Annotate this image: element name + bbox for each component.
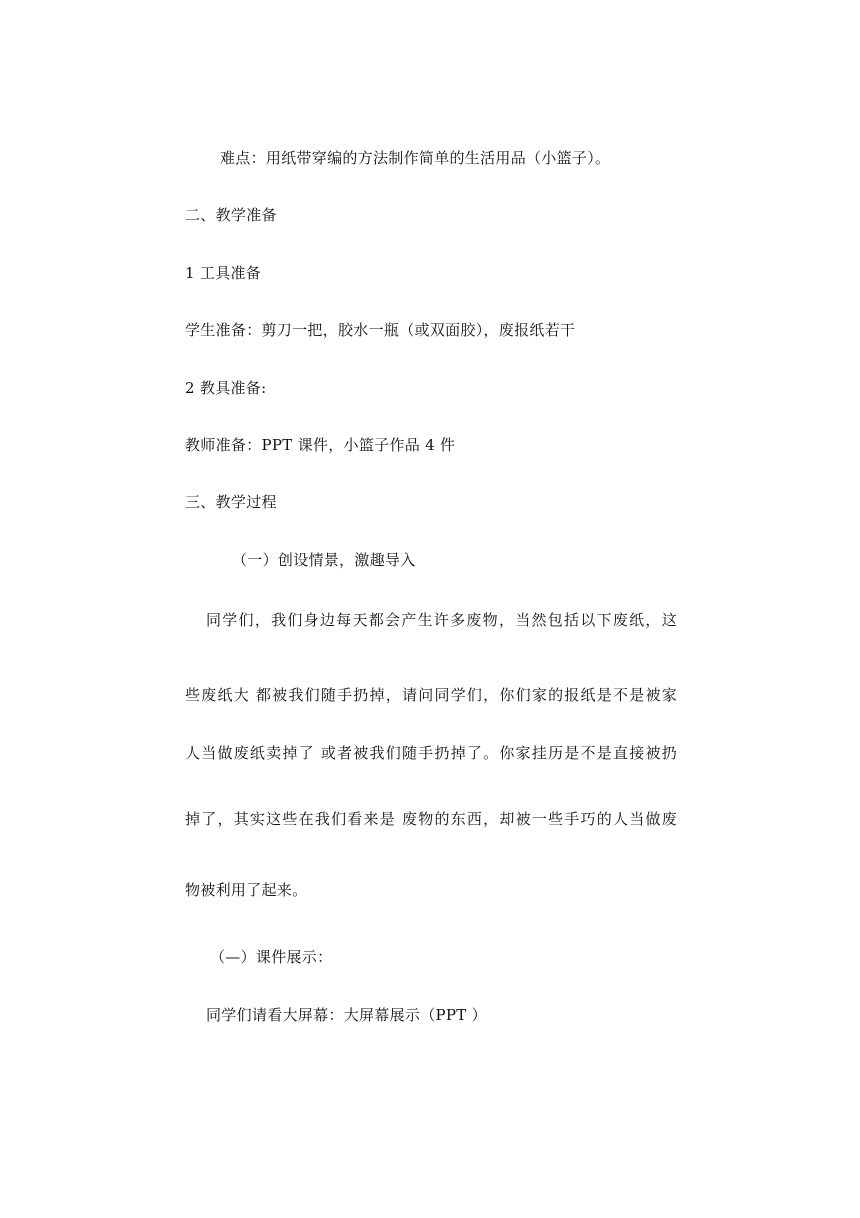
paragraph-line: 同学们，我们身边每天都会产生许多废物，当然包括以下废纸，这 (206, 611, 677, 629)
paragraph-line: 些废纸大 都被我们随手扔掉，请问同学们，你们家的报纸是不是被家 (185, 686, 677, 704)
paragraph-line: 掉了，其实这些在我们看来是 废物的东西，却被一些手巧的人当做废 (185, 810, 677, 828)
step-one-heading: （一）创设情景，激趣导入 (232, 551, 416, 569)
student-preparation-text: 学生准备：剪刀一把，胶水一瓶（或双面胶），废报纸若干 (185, 321, 576, 339)
teacher-preparation-text: 教师准备：PPT 课件，小篮子作品 4 件 (185, 436, 456, 454)
section-heading-process: 三、教学过程 (185, 493, 277, 511)
step-two-heading: （—）课件展示： (210, 948, 333, 966)
paragraph-line: 物被利用了起来。 (185, 881, 308, 899)
difficulty-text: 难点：用纸带穿编的方法制作简单的生活用品（小篮子）。 (220, 149, 611, 167)
teaching-tools-heading: 2 教具准备: (185, 379, 267, 397)
paragraph-line: 人当做废纸卖掉了 或者被我们随手扔掉了。你家挂历是不是直接被扔 (185, 744, 677, 762)
tools-heading: 1 工具准备 (185, 264, 262, 282)
section-heading-preparation: 二、教学准备 (185, 206, 277, 224)
step-two-text: 同学们请看大屏幕：大屏幕展示（PPT ） (206, 1006, 487, 1024)
